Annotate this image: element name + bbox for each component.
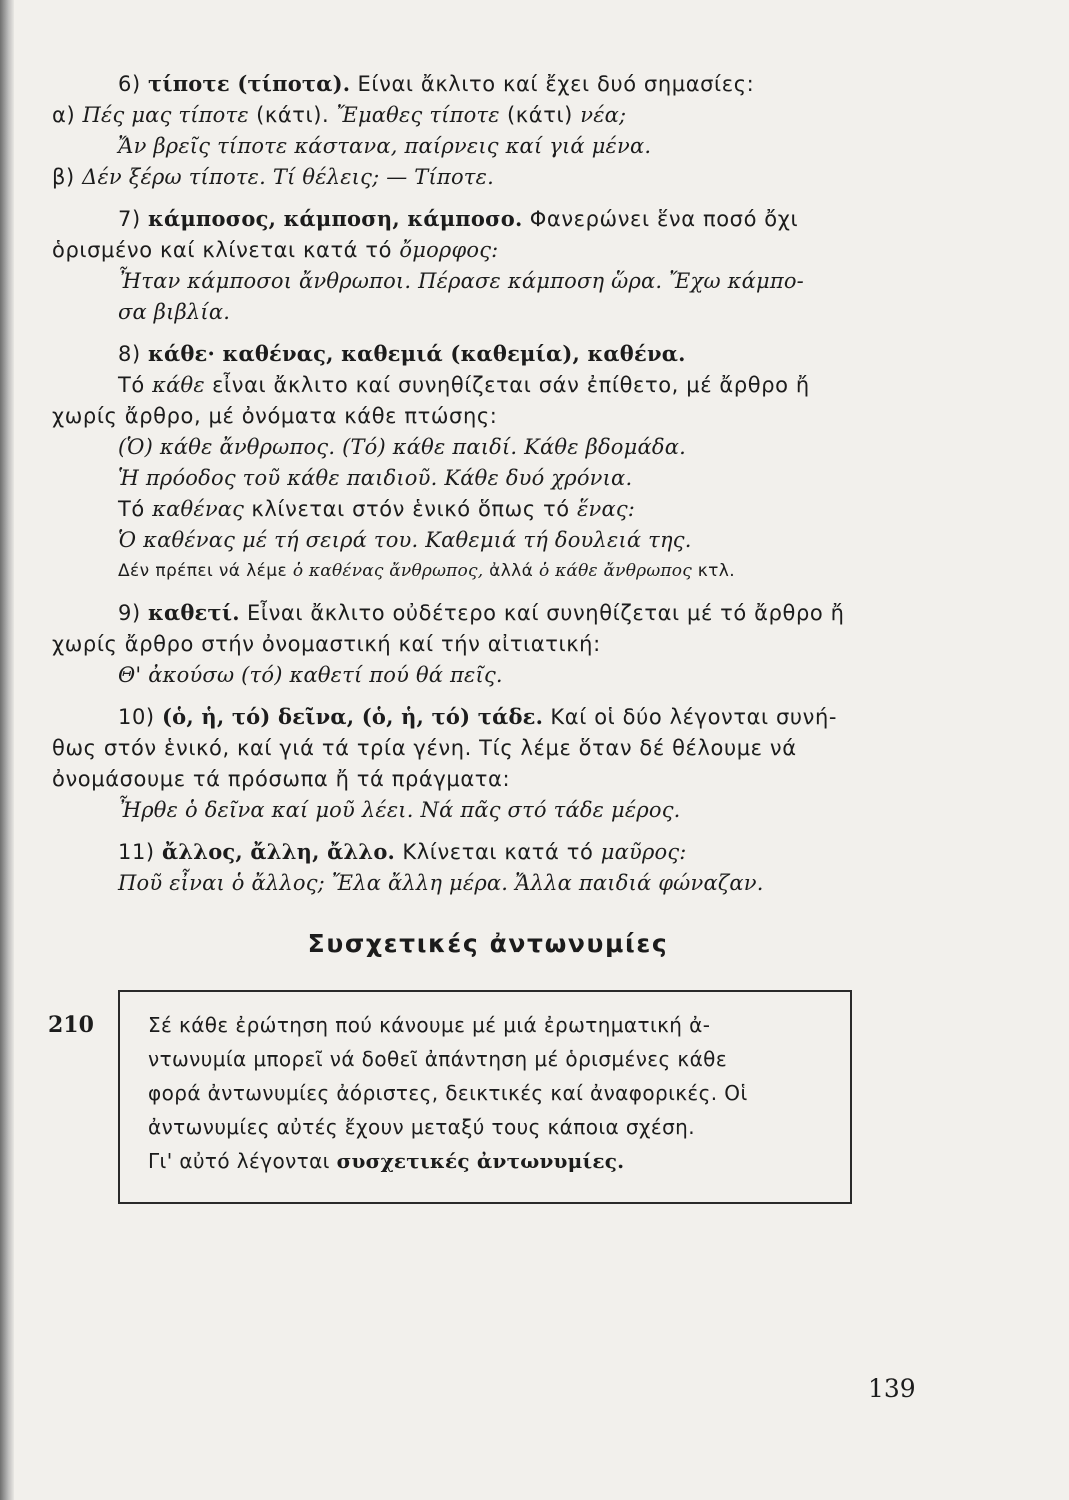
section-8-example-1: (Ὁ) κάθε ἄνθρωπος. (Τό) κάθε παιδί. Κάθε βδομάδα.	[118, 435, 686, 459]
section-number: 9)	[118, 601, 141, 625]
section-8-heading-line	[52, 338, 924, 370]
section-term: ἄλλος, ἄλλη, ἄλλο.	[162, 839, 396, 864]
section-8-note: Δέν πρέπει νά λέμε ὁ καθένας ἄνθρωπος, ἀλλά ὁ κάθε ἄνθρωπος κτλ.	[118, 561, 736, 581]
page-left-edge-shadow	[0, 0, 14, 1500]
section-heading: Συσχετικές ἀντωνυμίες	[307, 929, 669, 958]
section-6-heading-line	[52, 68, 924, 100]
note-210	[48, 990, 924, 1210]
section-term: κάμποσος, κάμποση, κάμποσο.	[148, 206, 523, 231]
section-term: καθετί.	[148, 600, 240, 625]
section-number: 11)	[118, 840, 155, 864]
section-number: 7)	[118, 207, 141, 231]
section-text: Εἶναι ἄκλιτο οὐδέτερο καί συνηθίζεται μέ τό ἄρθρο ἤ	[239, 601, 845, 625]
section-8-paragraph-line-3: Τό καθένας κλίνεται στόν ἑνικό ὅπως τό ἕνας:	[118, 497, 636, 521]
section-number: 6)	[118, 72, 141, 96]
definition-line: φορά ἀντωνυμίες ἀόριστες, δεικτικές καί ἀναφορικές. Οἱ	[148, 1081, 748, 1105]
section-8-paragraph-line-2: χωρίς ἄρθρο, μέ ὀνόματα κάθε πτώσης:	[52, 404, 498, 428]
page-number: 139	[868, 1374, 916, 1403]
section-term: τίποτε (τίποτα).	[148, 71, 351, 96]
section-9-heading-line	[52, 597, 924, 629]
paragraph-number: 210	[48, 1012, 94, 1038]
section-11-example: Ποῦ εἶναι ὁ ἄλλος; Ἔλα ἄλλη μέρα. Ἄλλα παιδιά φώναζαν.	[118, 871, 764, 895]
definition-box	[118, 990, 852, 1204]
section-7-text: ὁρισμένο καί κλίνεται κατά τό ὄμορφος:	[52, 238, 499, 262]
section-text: Καί οἱ δύο λέγονται συνή-	[543, 705, 838, 729]
section-10-example: Ἦρθε ὁ δεῖνα καί μοῦ λέει. Νά πᾶς στό τάδε μέρος.	[118, 798, 681, 822]
definition-line: Γι' αὐτό λέγονται συσχετικές ἀντωνυμίες.	[148, 1149, 625, 1173]
section-8-example-3: Ὁ καθένας μέ τή σειρά του. Καθεμιά τή δουλειά της.	[118, 528, 692, 552]
definition-line: ἀντωνυμίες αὐτές ἔχουν μεταξύ τους κάποια σχέση.	[148, 1115, 695, 1139]
section-7-heading-line	[52, 203, 924, 235]
section-10-text-2: θως στόν ἑνικό, καί γιά τά τρία γένη. Τίς λέμε ὅταν δέ θέλουμε νά	[52, 736, 797, 760]
book-page	[48, 68, 924, 1210]
section-6-example-b: β) Δέν ξέρω τίποτε. Τί θέλεις; — Τίποτε.	[52, 165, 494, 189]
section-9-text: χωρίς ἄρθρο στήν ὀνομαστική καί τήν αἰτιατική:	[52, 632, 601, 656]
definition-line: ντωνυμία μπορεῖ νά δοθεῖ ἀπάντηση μέ ὁρισμένες κάθε	[148, 1047, 728, 1071]
section-term: κάθε· καθένας, καθεμιά (καθεμία), καθένα.	[148, 341, 686, 366]
section-10-text-3: ὀνομάσουμε τά πρόσωπα ἤ τά πράγματα:	[52, 767, 511, 791]
section-6-example-a2: Ἄν βρεῖς τίποτε κάστανα, παίρνεις καί γιά μένα.	[118, 134, 652, 158]
section-6-example-a: α) Πές μας τίποτε (κάτι). Ἔμαθες τίποτε (κάτι) νέα;	[52, 103, 627, 127]
section-number: 8)	[118, 342, 141, 366]
section-10-heading-line	[52, 701, 924, 733]
section-7-example-2: σα βιβλία.	[118, 300, 231, 324]
definition-line: Σέ κάθε ἐρώτηση πού κάνουμε μέ μιά ἐρωτηματική ἀ-	[148, 1013, 711, 1037]
defined-term: συσχετικές ἀντωνυμίες.	[336, 1149, 625, 1173]
section-text: Είναι ἄκλιτο καί ἔχει δυό σημασίες:	[350, 72, 755, 96]
section-11-heading-line: 11) ἄλλος, ἄλλη, ἄλλο. Κλίνεται κατά τό μαῦρος:	[118, 839, 687, 864]
section-term: (ὁ, ἡ, τό) δεῖνα, (ὁ, ἡ, τό) τάδε.	[162, 704, 544, 729]
section-text: Φανερώνει ἕνα ποσό ὄχι	[522, 207, 799, 231]
section-9-example: Θ' ἀκούσω (τό) καθετί πού θά πεῖς.	[118, 663, 503, 687]
section-8-example-2: Ἡ πρόοδος τοῦ κάθε παιδιοῦ. Κάθε δυό χρόνια.	[118, 466, 633, 490]
section-text: Κλίνεται κατά τό	[395, 840, 601, 864]
section-8-paragraph-line-1: Τό κάθε εἶναι ἄκλιτο καί συνηθίζεται σάν ἐπίθετο, μέ ἄρθρο ἤ	[118, 373, 810, 397]
section-7-example-1: Ἦταν κάμποσοι ἄνθρωποι. Πέρασε κάμποση ὥρα. Ἔχω κάμπο-	[118, 269, 804, 293]
section-number: 10)	[118, 705, 155, 729]
